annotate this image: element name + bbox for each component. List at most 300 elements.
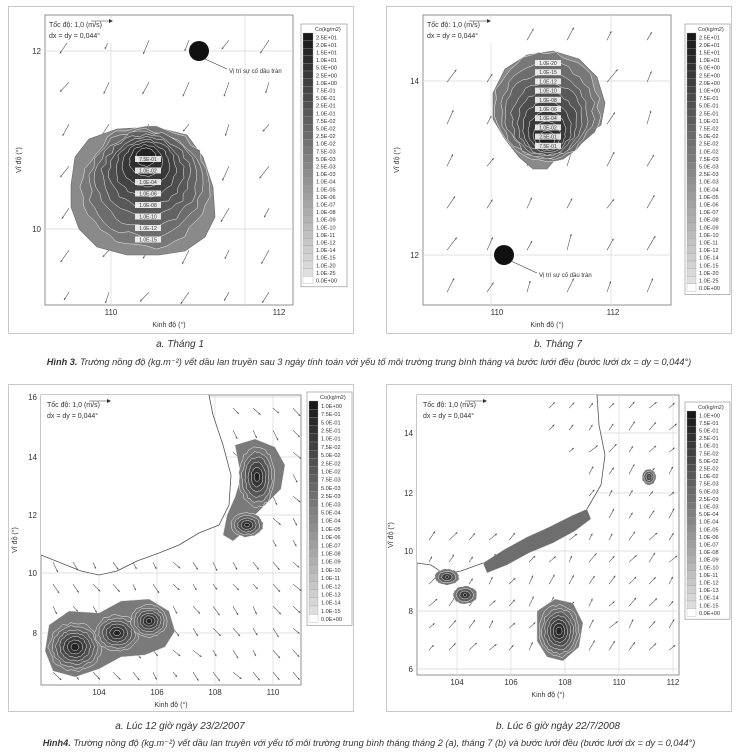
fig4b-ytick: 8 — [408, 607, 413, 616]
fig4-caption-text: Trường nồng độ (kg.m⁻²) vết dầu lan truyền với yếu tố môi trường trung bình tháng tháng 2 (a), tháng 7 (b) và bước lưới đều (bước lưới dx = dy = 0,044°) — [70, 738, 696, 748]
fig3b-legend-label: 1.0E-05 — [699, 194, 719, 201]
fig4a-xtick: 108 — [208, 688, 222, 697]
fig3a-legend-swatch — [303, 162, 313, 170]
fig3b-legend-swatch — [687, 101, 696, 109]
fig4a-legend-label: 1.0E-03 — [321, 502, 341, 509]
fig4b-legend-swatch — [687, 517, 696, 525]
fig3a-legend-label: 1.0E-02 — [316, 141, 336, 148]
fig4b-legend-label: 1.0E-01 — [699, 443, 719, 450]
fig3b-legend-swatch — [687, 269, 696, 277]
fig3b-contour-label: 1.0E-10 — [539, 88, 557, 95]
fig3a-xtick: 112 — [272, 308, 286, 317]
fig3b-legend-label: 2.0E+01 — [699, 42, 720, 49]
fig4a-xtick: 110 — [266, 688, 280, 697]
fig4a-legend-label: 2.5E-01 — [321, 428, 341, 435]
fig3b-legend-swatch — [687, 94, 696, 102]
fig4a-ylabel: Vĩ độ (°) — [12, 527, 19, 553]
fig3a-contour-label: 1.0E-04 — [139, 180, 157, 186]
fig4a-grid-step-label: dx = dy = 0,044° — [47, 413, 99, 420]
fig3b-legend-label: 2.5E+01 — [699, 35, 720, 42]
fig3a-legend-label: 1.0E-04 — [316, 179, 336, 186]
fig3b-contour-label: 1.0E-15 — [539, 70, 557, 77]
fig4b-legend-label: 7.5E-03 — [699, 481, 719, 488]
fig4b-legend-swatch — [687, 571, 696, 579]
fig3a-legend-swatch — [303, 276, 313, 284]
fig4a-legend-swatch — [309, 581, 318, 589]
fig3a-legend-label: 1.0E-15 — [316, 255, 336, 262]
fig3a-legend-label: 1.0E+01 — [316, 58, 337, 65]
fig3b-legend-label: 1.0E+01 — [699, 58, 720, 65]
fig3b-legend-label: 1.0E+00 — [699, 88, 720, 95]
fig4a-xlabel: Kinh độ (°) — [154, 702, 188, 709]
fig4a-legend-swatch — [309, 565, 318, 573]
fig3-panel-a — [8, 6, 354, 334]
fig3a-legend-label: 7.5E-02 — [316, 118, 336, 125]
fig3a-contour-label: 1.0E-15 — [139, 237, 157, 244]
fig3b-spill-annotation: Vị trí sự cố dầu tràn — [539, 273, 592, 279]
fig4a-legend-swatch — [309, 606, 318, 614]
fig4b-legend-label: 7.5E-02 — [699, 451, 719, 458]
fig3b-legend-label: 0.0E+00 — [699, 286, 720, 293]
fig3b-xlabel: Kinh độ (°) — [530, 322, 564, 329]
fig4a-legend-label: 1.0E-08 — [321, 551, 341, 558]
fig4b-legend-swatch — [687, 479, 696, 487]
fig4b-caption: b. Lúc 6 giờ ngày 22/7/2008 — [496, 721, 620, 732]
fig3a-legend-label: 2.5E+01 — [316, 35, 337, 42]
fig3a-legend-label: 5.0E-01 — [316, 96, 336, 103]
fig4a-ytick: 10 — [28, 569, 37, 578]
fig3a-legend-swatch — [303, 109, 313, 117]
fig3b-legend-label: 1.0E-03 — [699, 179, 719, 186]
fig3a-legend-swatch — [303, 238, 313, 246]
fig4b-legend-label: 7.5E-01 — [699, 420, 719, 427]
fig3b-legend-label: 1.0E-20 — [699, 270, 719, 277]
fig4a-oil-contour — [114, 630, 121, 636]
fig3b-grid-step-label: dx = dy = 0,044° — [427, 33, 479, 40]
fig3b-legend-label: 1.0E-01 — [699, 118, 719, 125]
fig3b-legend-swatch — [687, 177, 696, 185]
fig3b-legend-swatch — [687, 147, 696, 155]
fig3a-legend-label: 2.5E+00 — [316, 73, 337, 80]
fig3b-legend-label: 5.0E+00 — [699, 65, 720, 72]
fig3b-contour-label: 1.0E-04 — [539, 116, 557, 123]
fig3a-legend-swatch — [303, 193, 313, 201]
fig3a-legend-swatch — [303, 33, 313, 41]
fig3a-legend-label: 1.0E-25 — [316, 270, 336, 277]
fig3b-legend-swatch — [687, 48, 696, 56]
fig4a-legend-label: 1.0E-12 — [321, 584, 341, 591]
fig3b-legend-label: 2.5E+00 — [699, 73, 720, 80]
fig3b-legend-label: 5.0E-03 — [699, 164, 719, 171]
fig4a-ytick: 8 — [32, 629, 37, 638]
fig3a-legend-swatch — [303, 155, 313, 163]
fig4b-legend-label: 1.0E+00 — [699, 413, 720, 420]
fig4a-legend-swatch — [309, 442, 318, 450]
fig4b-legend-swatch — [687, 419, 696, 427]
fig3b-legend-label: 1.0E-07 — [699, 210, 719, 217]
fig3b-legend-label: 1.0E-10 — [699, 232, 719, 239]
fig3a-legend-swatch — [303, 48, 313, 56]
fig3a-legend-label: 1.0E-14 — [316, 248, 336, 255]
fig3a-legend-label: 1.0E-03 — [316, 172, 336, 179]
fig4a-legend-swatch — [309, 450, 318, 458]
fig4a-legend-label: 1.0E+00 — [321, 403, 342, 410]
fig3b-legend-swatch — [687, 155, 696, 163]
fig3b-legend-swatch — [687, 223, 696, 231]
fig3a-contour-label: 1.0E-12 — [139, 226, 157, 232]
fig3b-legend-swatch — [687, 193, 696, 201]
fig4b-legend-label: 5.0E-03 — [699, 489, 719, 496]
fig3a-legend-swatch — [303, 124, 313, 132]
fig4a-legend-swatch — [309, 557, 318, 565]
fig4b-legend-swatch — [687, 449, 696, 457]
fig3b-legend-swatch — [687, 253, 696, 261]
fig3b-contour-label: 1.0E-20 — [539, 61, 557, 67]
fig3b-legend-label: 2.0E+00 — [699, 80, 720, 87]
fig3b-legend-label: 2.5E-01 — [699, 111, 719, 118]
fig4a-legend-swatch — [309, 409, 318, 417]
fig4a-ytick: 12 — [28, 511, 37, 520]
fig3b-legend-swatch — [687, 124, 696, 132]
fig3a-contour-label: 1.0E-02 — [139, 168, 157, 175]
fig4b-grid-step-label: dx = dy = 0,044° — [423, 413, 475, 420]
fig4b-legend-swatch — [687, 472, 696, 480]
fig3b-contour-label: 2.5E-01 — [539, 134, 557, 141]
fig4b-legend-swatch — [687, 586, 696, 594]
fig3a-legend-label: 5.0E+00 — [316, 65, 337, 72]
fig4b-legend-label: 5.0E-02 — [699, 458, 719, 465]
fig3b-legend-label: 7.5E-03 — [699, 156, 719, 163]
fig4a-legend-swatch — [309, 573, 318, 581]
fig3b-legend-swatch — [687, 79, 696, 87]
fig4a-legend-label: 1.0E-13 — [321, 592, 341, 599]
fig4a-legend-swatch — [309, 426, 318, 434]
fig4b-legend-label: 2.5E-01 — [699, 436, 719, 443]
fig3b-contour-label: 1.0E-12 — [539, 79, 557, 86]
fig4b-legend-swatch — [687, 533, 696, 541]
fig4a-legend-label: 5.0E-03 — [321, 485, 341, 492]
fig3a-legend-swatch — [303, 246, 313, 254]
fig3b-legend-swatch — [687, 132, 696, 140]
fig3b-legend-label: 1.0E-09 — [699, 225, 719, 232]
fig3b-legend-swatch — [687, 208, 696, 216]
fig4b-oil-contour — [445, 576, 449, 578]
fig3b-legend-label: 1.0E-12 — [699, 248, 719, 255]
fig4b-legend-swatch — [687, 464, 696, 472]
fig4a-legend-title: Co(kg/m2) — [320, 395, 346, 401]
fig3b-legend-label: 1.0E-15 — [699, 263, 719, 270]
fig4a-legend-swatch — [309, 549, 318, 557]
fig3a-legend-swatch — [303, 223, 313, 231]
fig3b-legend-swatch — [687, 162, 696, 170]
fig4b-legend-label: 0.0E+00 — [699, 610, 720, 617]
fig3b-legend-label: 1.0E-04 — [699, 187, 719, 194]
fig3a-ylabel: Vĩ độ (°) — [16, 147, 23, 173]
fig4a-legend-swatch — [309, 491, 318, 499]
fig3b-legend-label: 7.5E-01 — [699, 96, 719, 103]
fig4a-legend-label: 2.5E-03 — [321, 494, 341, 501]
fig4a-legend-label: 1.0E-05 — [321, 526, 341, 533]
fig4b-legend-label: 1.0E-12 — [699, 580, 719, 587]
fig4a-legend-label: 1.0E-10 — [321, 567, 341, 574]
fig3a-legend-swatch — [303, 94, 313, 102]
fig3b-legend-label: 2.5E-02 — [699, 141, 719, 148]
fig4a-legend-label: 2.5E-02 — [321, 461, 341, 468]
fig3-panel-b — [386, 6, 732, 334]
fig3a-legend-label: 2.5E-02 — [316, 134, 336, 141]
fig3b-legend-swatch — [687, 139, 696, 147]
fig3a-legend-label: 1.0E-07 — [316, 202, 336, 209]
fig4a-ytick: 16 — [28, 393, 37, 402]
fig3b-legend-label: 2.5E-03 — [699, 172, 719, 179]
fig4b-legend-label: 1.0E-04 — [699, 519, 719, 526]
fig3b-xtick: 110 — [490, 308, 504, 317]
fig3b-legend-swatch — [687, 215, 696, 223]
fig4a-legend-label: 1.0E-06 — [321, 535, 341, 542]
fig3a-spill-annotation: Vị trí sự cố dầu tràn — [229, 69, 282, 75]
fig4a-legend-swatch — [309, 532, 318, 540]
fig3a-contour-label: 7.5E-01 — [139, 157, 157, 163]
fig4b-legend-swatch — [687, 601, 696, 609]
fig3a-contour-label: 1.0E-06 — [139, 191, 157, 198]
fig3a-legend-label: 1.0E-10 — [316, 225, 336, 232]
fig3b-legend-swatch — [687, 200, 696, 208]
fig4-panel-b — [386, 384, 732, 712]
fig3a-legend-title: Co(kg/m2) — [315, 27, 341, 33]
fig3a-legend-swatch — [303, 269, 313, 277]
fig4b-legend-label: 1.0E-14 — [699, 595, 719, 602]
fig3b-legend-swatch — [687, 33, 696, 41]
fig4a-legend-swatch — [309, 483, 318, 491]
fig3a-legend-label: 2.5E-03 — [316, 164, 336, 171]
fig4b-ytick: 12 — [404, 489, 413, 498]
fig4a-legend-swatch — [309, 458, 318, 466]
fig4a-legend-label: 5.0E-02 — [321, 453, 341, 460]
fig3a-xlabel: Kinh độ (°) — [152, 322, 186, 329]
fig4b-legend-swatch — [687, 487, 696, 495]
fig3b-legend-label: 1.0E-08 — [699, 217, 719, 224]
fig3b-legend-label: 1.0E-25 — [699, 278, 719, 285]
fig4b-legend-swatch — [687, 578, 696, 586]
fig3a-legend-label: 1.0E-20 — [316, 263, 336, 270]
fig3b-caption: b. Tháng 7 — [534, 339, 582, 350]
fig4b-legend-swatch — [687, 540, 696, 548]
fig3a-contour-label: 1.0E-08 — [139, 203, 157, 209]
fig3a-legend-swatch — [303, 117, 313, 125]
fig3a-ytick: 10 — [32, 225, 41, 234]
fig3b-legend-swatch — [687, 117, 696, 125]
fig4b-ytick: 14 — [404, 429, 413, 438]
fig4b-legend-label: 2.5E-02 — [699, 466, 719, 473]
fig4a-legend-swatch — [309, 516, 318, 524]
fig4b-ylabel: Vĩ độ (°) — [388, 522, 395, 548]
fig4b-speed-label: Tốc độ: 1,0 (m/s) — [423, 402, 476, 409]
fig4b-xtick: 112 — [666, 678, 680, 687]
fig3b-ytick: 14 — [410, 77, 419, 86]
fig3a-legend-label: 5.0E-02 — [316, 126, 336, 133]
fig4a-legend-label: 1.0E-14 — [321, 600, 341, 607]
fig3b-legend-label: 5.0E-02 — [699, 134, 719, 141]
fig3a-legend-swatch — [303, 253, 313, 261]
fig4a-legend-label: 0.0E+00 — [321, 617, 342, 624]
fig3b-spill-marker — [494, 245, 514, 265]
fig3a-legend-swatch — [303, 261, 313, 269]
fig4a-legend-label: 1.0E-01 — [321, 436, 341, 443]
fig4b-oil-contour — [648, 476, 650, 478]
fig3b-legend-label: 7.5E-02 — [699, 126, 719, 133]
fig3b-legend-swatch — [687, 231, 696, 239]
fig4b-legend-swatch — [687, 411, 696, 419]
fig4b-legend-swatch — [687, 563, 696, 571]
fig4b-legend-label: 1.0E-13 — [699, 588, 719, 595]
fig4a-legend-label: 1.0E-15 — [321, 608, 341, 615]
fig4a-legend-label: 7.5E-03 — [321, 477, 341, 484]
fig4b-oil-contour — [556, 627, 562, 635]
fig4a-xtick: 104 — [92, 688, 106, 697]
fig4a-legend-swatch — [309, 417, 318, 425]
fig4b-legend-label: 5.0E-01 — [699, 428, 719, 435]
fig4a-legend-swatch — [309, 524, 318, 532]
fig3b-legend-swatch — [687, 41, 696, 49]
fig4a-legend-label: 1.0E-04 — [321, 518, 341, 525]
fig4b-legend-title: Co(kg/m2) — [698, 405, 724, 411]
fig4b-legend-swatch — [687, 510, 696, 518]
fig3a-legend-swatch — [303, 86, 313, 94]
fig3b-contour-label: 1.0E-06 — [539, 107, 557, 113]
fig3a-legend-swatch — [303, 147, 313, 155]
fig4a-xtick: 106 — [150, 688, 164, 697]
fig3b-legend-swatch — [687, 56, 696, 64]
fig3b-ytick: 12 — [410, 251, 419, 260]
fig3a-legend-swatch — [303, 79, 313, 87]
fig4b-legend-label: 1.0E-06 — [699, 534, 719, 541]
fig3a-legend-label: 0.0E+00 — [316, 278, 337, 285]
fig3a-legend-label: 1.0E-11 — [316, 232, 336, 239]
fig4a-legend-label: 1.0E-11 — [321, 576, 341, 583]
fig3b-legend-swatch — [687, 71, 696, 79]
fig4b-legend-label: 1.0E-11 — [699, 572, 719, 579]
fig4b-legend-swatch — [687, 525, 696, 533]
fig3b-legend-swatch — [687, 185, 696, 193]
fig3a-speed-label: Tốc độ: 1,0 (m/s) — [49, 22, 102, 29]
fig3a-map — [9, 7, 353, 333]
fig3b-legend-label: 1.5E+01 — [699, 50, 720, 57]
fig3a-legend-swatch — [303, 71, 313, 79]
fig3b-legend-label: 1.0E-11 — [699, 240, 719, 247]
fig4a-legend-label: 5.0E-01 — [321, 420, 341, 427]
fig3a-caption: a. Tháng 1 — [156, 339, 204, 350]
fig4a-legend-swatch — [309, 590, 318, 598]
fig3a-grid-step-label: dx = dy = 0,044° — [49, 33, 101, 40]
fig4b-oil-contour — [463, 594, 467, 597]
fig3a-legend-swatch — [303, 208, 313, 216]
fig3a-xtick: 110 — [104, 308, 118, 317]
fig4b-legend-label: 1.0E-09 — [699, 557, 719, 564]
fig4b-legend-label: 1.0E-02 — [699, 474, 719, 481]
fig4b-ytick: 10 — [404, 547, 413, 556]
fig4b-legend-label: 1.0E-15 — [699, 603, 719, 610]
fig3b-legend-swatch — [687, 86, 696, 94]
fig3b-map — [387, 7, 731, 333]
fig4a-legend-swatch — [309, 508, 318, 516]
fig3b-legend-label: 5.0E-01 — [699, 103, 719, 110]
fig3b-legend-swatch — [687, 63, 696, 71]
fig3b-speed-label: Tốc độ: 1,0 (m/s) — [427, 22, 480, 29]
fig4a-oil-contour — [146, 619, 152, 624]
fig3a-legend-label: 7.5E-01 — [316, 88, 336, 95]
fig3b-legend-label: 1.0E-06 — [699, 202, 719, 209]
fig4b-legend-swatch — [687, 502, 696, 510]
fig3b-contour-label: 1.0E-08 — [539, 97, 557, 104]
fig4b-xtick: 104 — [450, 678, 464, 687]
fig4b-legend-swatch — [687, 457, 696, 465]
fig3b-contour-label: 7.5E-01 — [539, 143, 557, 150]
fig3a-legend-label: 1.5E+01 — [316, 50, 337, 57]
fig3b-legend-title: Co(kg/m2) — [698, 27, 724, 33]
fig3a-legend-label: 1.0E-09 — [316, 217, 336, 224]
fig4-caption — [4, 738, 734, 749]
fig3a-legend-swatch — [303, 41, 313, 49]
fig4a-legend-swatch — [309, 467, 318, 475]
fig3a-contour-label: 1.0E-10 — [139, 214, 157, 221]
fig4b-xtick: 110 — [612, 678, 626, 687]
fig4a-legend-label: 1.0E-09 — [321, 559, 341, 566]
fig3b-legend-swatch — [687, 261, 696, 269]
fig4a-caption: a. Lúc 12 giờ ngày 23/2/2007 — [115, 721, 245, 732]
fig4b-legend-swatch — [687, 441, 696, 449]
fig3b-legend-swatch — [687, 109, 696, 117]
fig4a-legend-label: 7.5E-01 — [321, 412, 341, 419]
fig3b-legend-label: 1.0E-14 — [699, 255, 719, 262]
fig3a-legend-label: 1.0E-08 — [316, 210, 336, 217]
fig3a-legend-swatch — [303, 101, 313, 109]
fig4b-legend-swatch — [687, 593, 696, 601]
fig4b-legend-label: 5.0E-04 — [699, 512, 719, 519]
fig3a-legend-label: 1.0E-06 — [316, 194, 336, 201]
fig3a-legend-label: 5.0E-03 — [316, 156, 336, 163]
fig3-caption-text: Trường nồng độ (kg.m⁻²) vết dầu lan truyền sau 3 ngày tính toán với yếu tố môi trường trung bình tháng và bước lưới đều (bước lưới dx = dy = 0,044°) — [77, 357, 692, 367]
fig3-caption — [4, 357, 734, 368]
fig4a-oil-contour — [245, 523, 250, 527]
fig4b-legend-swatch — [687, 555, 696, 563]
fig4a-legend-label: 5.0E-04 — [321, 510, 341, 517]
fig4a-legend-swatch — [309, 614, 318, 622]
fig3a-legend-label: 1.0E-01 — [316, 111, 336, 118]
fig4b-ytick: 6 — [408, 665, 413, 674]
fig3a-legend-swatch — [303, 56, 313, 64]
fig3a-legend-swatch — [303, 170, 313, 178]
fig4-caption-label: Hình4. — [42, 738, 71, 748]
fig3a-legend-swatch — [303, 63, 313, 71]
fig4a-legend-swatch — [309, 401, 318, 409]
fig4b-legend-swatch — [687, 548, 696, 556]
fig3a-legend-label: 1.0E+00 — [316, 80, 337, 87]
fig3a-legend-swatch — [303, 231, 313, 239]
fig4a-legend-label: 1.0E-02 — [321, 469, 341, 476]
fig4b-xtick: 106 — [504, 678, 518, 687]
fig4b-map — [387, 385, 731, 711]
fig3a-legend-swatch — [303, 177, 313, 185]
fig4a-legend-swatch — [309, 499, 318, 507]
fig3a-ytick: 12 — [32, 47, 41, 56]
fig3b-contour-label: 1.0E-02 — [539, 125, 557, 132]
fig4a-legend-swatch — [309, 540, 318, 548]
fig4a-legend-label: 1.0E-07 — [321, 543, 341, 550]
fig4-panel-a — [8, 384, 354, 712]
fig3a-legend-label: 2.5E-01 — [316, 103, 336, 110]
fig4a-ytick: 14 — [28, 453, 37, 462]
fig3a-legend-label: 7.5E-03 — [316, 149, 336, 156]
